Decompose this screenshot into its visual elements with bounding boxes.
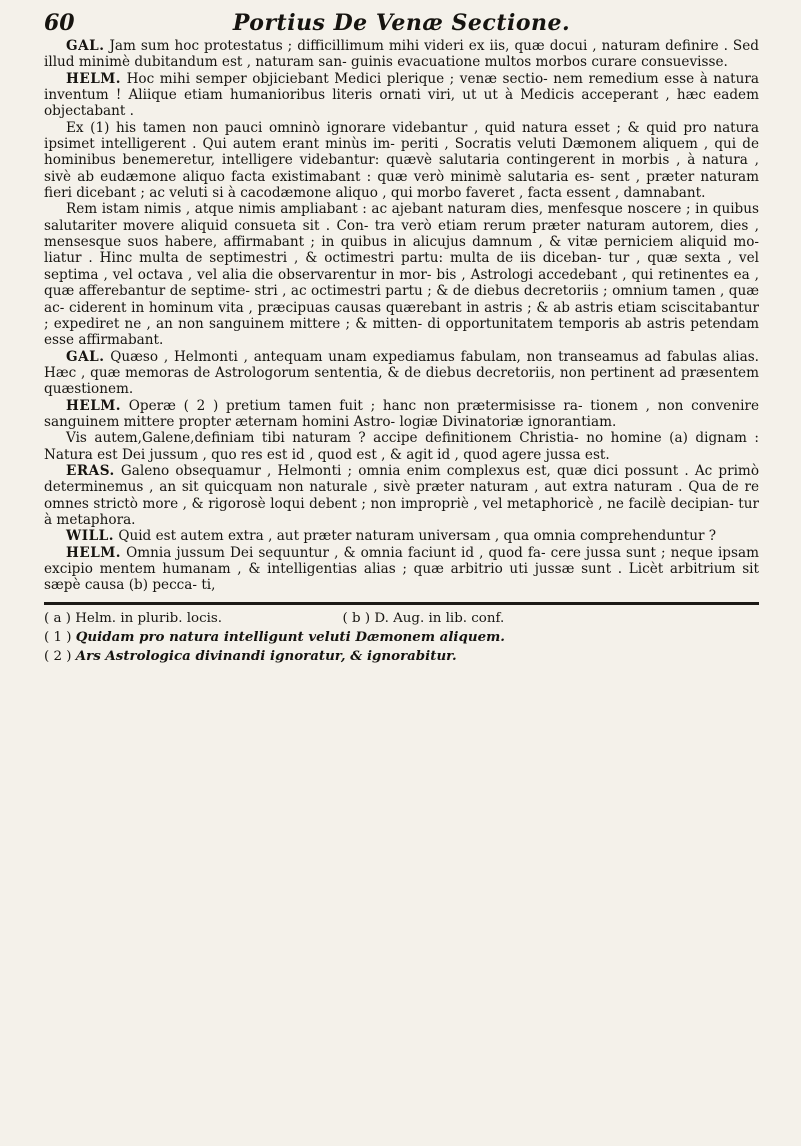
footnotes [44, 610, 759, 666]
paragraph-text: Omnia jussum Dei sequuntur , & omnia faciunt id , quod fa- cere jussa sunt ; neque ipsam excipio mentem humanam , & intelligentias alias ; quæ arbitrio uti jussæ sunt . Licèt arbitrium sit sæpè causa (b) pecca- ti, [44, 544, 759, 594]
paragraph [44, 120, 759, 202]
footnote-line [44, 647, 759, 666]
paragraph [44, 398, 759, 431]
paragraph [44, 38, 759, 71]
paragraph-text: Rem istam nimis , atque nimis ampliabant : ac ajebant naturam dies, menfesque noscere ; in quibus salutariter movere aliquid consueta sit . Con- tra verò etiam rerum præter naturam autorem, dies , mensesque suos habere, affirmabant ; in quibus in alicujus damnum , & vitæ perniciem aliquid mo- liatur . Hinc multa de septimestri , & octimestri partu: multa de iis diceban- tur , quæ sexta , vel septima , vel octava , vel alia die observarentur in mor- bis , Astrologi accedebant , qui retinentes ea , quæ afferebantur de septime- stri , ac octimestri partu ; & de diebus decretoriis ; omnium tamen , quæ ac- ciderent in hominum vita , præcipuas causas quærebant in astris ; & ab astris etiam sciscitabantur ; expediret ne , an non sanguinem mittere ; & mitten- di opportunitatem temporis ab astris petendam esse affirmabant. [44, 201, 759, 349]
footnote-mark: ( b ) [342, 610, 371, 626]
page-header [44, 8, 759, 38]
main-text [44, 38, 759, 594]
footnote-mark: ( 1 ) [44, 629, 72, 645]
speaker-label: ERAS. [66, 462, 115, 479]
footnote-text: Quidam pro natura intelligunt veluti Dæmonem aliquem. [75, 628, 505, 645]
speaker-label: WILL. [66, 528, 114, 545]
paragraph [44, 201, 759, 348]
paragraph [44, 545, 759, 594]
footnote-text: D. Aug. in lib. conf. [374, 610, 505, 626]
paragraph-text: Jam sum hoc protestatus ; difficillimum mihi videri ex iis, quæ docui , naturam definire . Sed illud minimè dubitandum est , naturam san- guinis evacuatione multos morbos curare consuevisse. [44, 38, 759, 71]
speaker-label: HELM. [66, 544, 122, 561]
footnote-text: Helm. in plurib. locis. [75, 610, 222, 626]
paragraph-text: Galeno obsequamur , Helmonti ; omnia enim complexus est, quæ dici possunt . Ac primò determinemus , an sit quicquam non naturale , sivè præter naturam , aut extra naturam . Qua de re omnes strictò more , & rigorosè loqui debent ; non impropriè , vel metaphoricè , ne facilè decipian- tur à metaphora. [44, 462, 759, 528]
footnote-line [44, 628, 759, 647]
speaker-label: HELM. [66, 70, 122, 87]
speaker-label: GAL. [66, 38, 105, 54]
speaker-label: GAL. [66, 348, 105, 365]
paragraph [44, 528, 759, 544]
paragraph [44, 430, 759, 463]
paragraph [44, 71, 759, 120]
paragraph [44, 349, 759, 398]
paragraph-text: Ex (1) his tamen non pauci omninò ignorare videbantur , quid natura esset ; & quid pro natura ipsimet intelligerent . Qui autem erant minùs im- periti , Socratis veluti Dæmonem aliquem , qui de hominibus benemeretur, intelligere videbantur: quævè salutaria contingerent in morbis , à natura , sivè ab eudæmone aliquo facta existimabant : quæ verò minimè salutaria es- sent , præter naturam fieri dicebant ; ac veluti si à cacodæmone aliquo , qui morbo faveret , facta essent , damnabant. [44, 119, 759, 202]
paragraph-text: Operæ ( 2 ) pretium tamen fuit ; hanc non prætermisisse ra- tionem , non convenire sanguinem mittere propter æternam homini Astro- logiæ Divinatoriæ ignorantiam. [44, 397, 759, 430]
paragraph [44, 463, 759, 528]
paragraph-text: Quid est autem extra , aut præter naturam universam , qua omnia comprehenduntur ? [118, 528, 717, 545]
speaker-label: HELM. [66, 397, 122, 414]
paragraph-text: Hoc mihi semper objiciebant Medici plerique ; venæ sectio- nem remedium esse à natura inventum ! Aliique etiam humanioribus literis ornati viri, ut ut à Medicis acceperant , hæc eadem objectabant . [44, 70, 759, 120]
page-number: 60 [44, 10, 75, 36]
footnote-line [44, 610, 759, 628]
running-title: Portius De Venæ Sectione. [232, 10, 571, 36]
footnote-mark: ( 2 ) [44, 648, 72, 664]
footnote-mark: ( a ) [44, 610, 71, 626]
footnote-rule [44, 602, 759, 605]
paragraph-text: Quæso , Helmonti , antequam unam expediamus fabulam, non transeamus ad fabulas alias. Hæc , quæ memoras de Astrologorum sententia, & de diebus decretoriis, non pertinent ad præsentem quæstionem. [44, 348, 759, 398]
paragraph-text: Vis autem,Galene,definiam tibi naturam ? accipe definitionem Christia- no homine (a) dignam : Natura est Dei jussum , quo res est id , quod est , & agit id , quod agere jussa est. [44, 430, 759, 463]
footnote-text: Ars Astrologica divinandi ignoratur, & ignorabitur. [75, 647, 457, 664]
